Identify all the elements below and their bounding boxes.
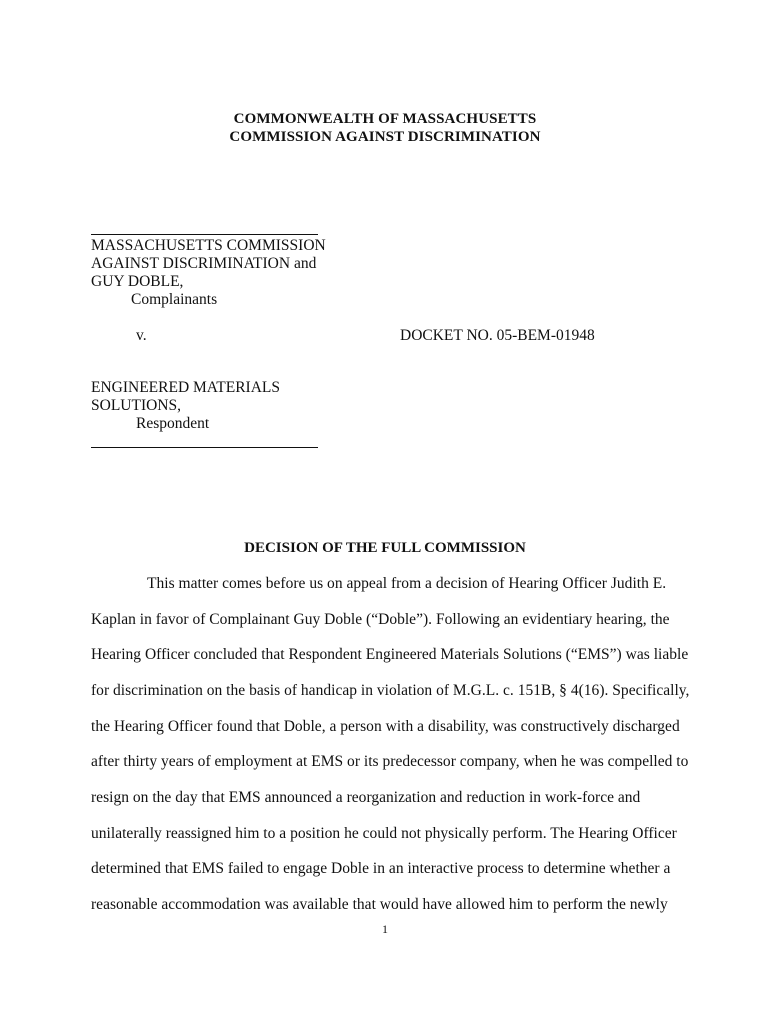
header-line-2: COMMISSION AGAINST DISCRIMINATION [229,129,541,145]
page-number: 1 [382,922,388,936]
header-line-1: COMMONWEALTH OF MASSACHUSETTS [233,111,537,127]
body-line-5: the Hearing Officer found that Doble, a person with a disability, was constructively discharged [91,718,680,735]
body-line-4: for discrimination on the basis of handicap in violation of M.G.L. c. 151B, § 4(16). Specifically, [91,682,690,699]
complainant-line-1: MASSACHUSETTS COMMISSION [91,237,326,254]
respondent-line-2: SOLUTIONS, [91,397,181,414]
body-line-8: unilaterally reassigned him to a position he could not physically perform. The Hearing Officer [91,825,677,842]
respondent-line-1: ENGINEERED MATERIALS [91,379,280,396]
complainant-line-2: AGAINST DISCRIMINATION and [91,255,317,272]
complainant-line-3: GUY DOBLE, [91,273,184,290]
decision-title: DECISION OF THE FULL COMMISSION [244,540,526,556]
body-line-7: resign on the day that EMS announced a reorganization and reduction in work-force and [91,789,641,806]
complainants-role: Complainants [131,291,218,308]
body-line-1: This matter comes before us on appeal from a decision of Hearing Officer Judith E. [147,575,667,592]
body-line-2: Kaplan in favor of Complainant Guy Doble (“Doble”). Following an evidentiary hearing, the [91,611,670,628]
docket-number: DOCKET NO. 05-BEM-01948 [400,327,595,344]
body-line-10: reasonable accommodation was available that would have allowed him to perform the newly [91,896,668,913]
caption-top-rule [91,234,318,235]
versus-label: v. [136,327,147,344]
body-line-6: after thirty years of employment at EMS or its predecessor company, when he was compelled to [91,753,689,770]
caption-bottom-rule [91,447,318,448]
body-line-3: Hearing Officer concluded that Respondent Engineered Materials Solutions (“EMS”) was liable [91,646,689,663]
body-line-9: determined that EMS failed to engage Doble in an interactive process to determine whether a [91,860,671,877]
respondent-role: Respondent [136,415,210,432]
